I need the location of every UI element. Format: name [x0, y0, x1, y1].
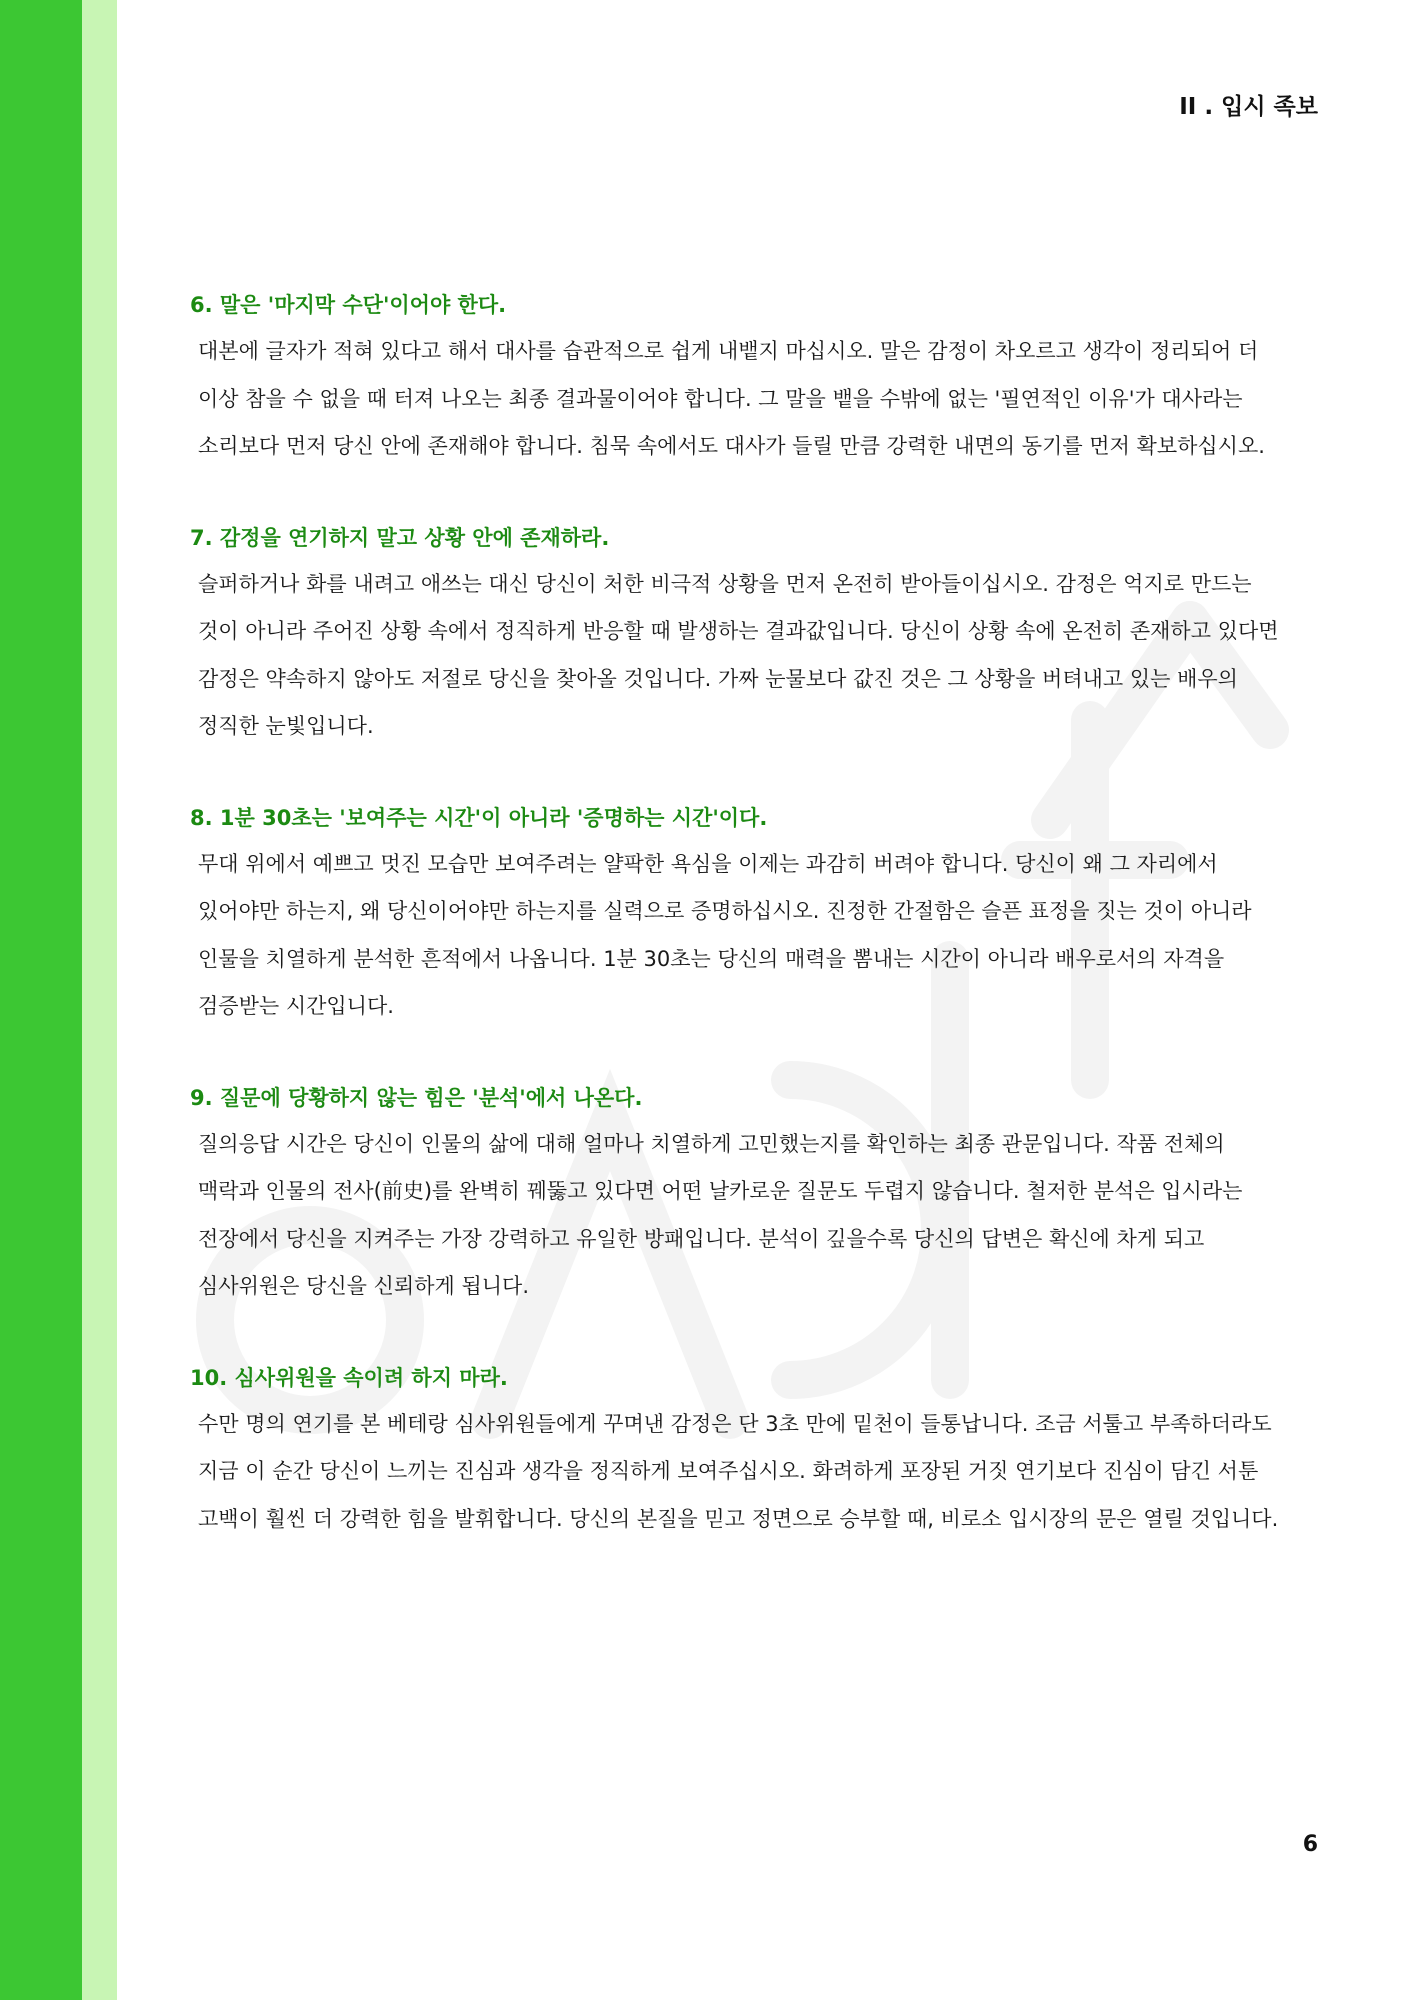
section-body: 무대 위에서 예쁘고 멋진 모습만 보여주려는 얄팍한 욕심을 이제는 과감히 버려야 합니다. 당신이 왜 그 자리에서 있어야만 하는지, 왜 당신이어야만 하는지를 실력으로 증명하십시오. 진정한 간절함은 슬픈 표정을 짓는 것이 아니라 인물을 치열하게 분석한 흔적에서 나옵니다. 1분 30초는 당신의 매력을 뽐내는 시간이 아니라 배우로서의 자격을 검증받는 시간입니다.: [198, 851, 1252, 1018]
page-number: 6: [1302, 1832, 1318, 1857]
section-6: [190, 282, 1280, 471]
section-body: 대본에 글자가 적혀 있다고 해서 대사를 습관적으로 쉽게 내뱉지 마십시오. 말은 감정이 차오르고 생각이 정리되어 더 이상 참을 수 없을 때 터져 나오는 최종 결과물이어야 합니다. 그 말을 뱉을 수밖에 없는 '필연적인 이유'가 대사라는 소리보다 먼저 당신 안에 존재해야 합니다. 침묵 속에서도 대사가 들릴 만큼 강력한 내면의 동기를 먼저 확보하십시오.: [198, 339, 1265, 458]
section-title: 10. 심사위원을 속이려 하지 마라.: [190, 1365, 508, 1390]
section-10: [190, 1355, 1280, 1544]
section-title: 6. 말은 '마지막 수단'이어야 한다.: [190, 293, 507, 317]
section-7: [190, 515, 1280, 751]
section-body: 수만 명의 연기를 본 베테랑 심사위원들에게 꾸며낸 감정은 단 3초 만에 밑천이 들통납니다. 조금 서툴고 부족하더라도 지금 이 순간 당신이 느끼는 진심과 생각을 정직하게 보여주십시오. 화려하게 포장된 거짓 연기보다 진심이 담긴 서툰 고백이 훨씬 더 강력한 힘을 발휘합니다. 당신의 본질을 믿고 정면으로 승부할 때, 비로소 입시장의 문은 열릴 것입니다.: [198, 1411, 1279, 1531]
chapter-header: II . 입시 족보: [1179, 94, 1318, 120]
side-accent-stripe: [82, 0, 117, 2000]
section-9: [190, 1075, 1280, 1311]
content-area: [190, 282, 1280, 1587]
section-title: 7. 감정을 연기하지 말고 상황 안에 존재하라.: [190, 525, 610, 550]
section-title: 9. 질문에 당황하지 않는 힘은 '분석'에서 나온다.: [190, 1085, 643, 1110]
section-body: 슬퍼하거나 화를 내려고 애쓰는 대신 당신이 처한 비극적 상황을 먼저 온전히 받아들이십시오. 감정은 억지로 만드는 것이 아니라 주어진 상황 속에서 정직하게 반응할 때 발생하는 결과값입니다. 당신이 상황 속에 온전히 존재하고 있다면 감정은 약속하지 않아도 저절로 당신을 찾아올 것입니다. 가짜 눈물보다 값진 것은 그 상황을 버텨내고 있는 배우의 정직한 눈빛입니다.: [198, 571, 1279, 738]
section-8: [190, 795, 1280, 1031]
section-body: 질의응답 시간은 당신이 인물의 삶에 대해 얼마나 치열하게 고민했는지를 확인하는 최종 관문입니다. 작품 전체의 맥락과 인물의 전사(前史)를 완벽히 꿰뚫고 있다면 어떤 날카로운 질문도 두렵지 않습니다. 철저한 분석은 입시라는 전장에서 당신을 지켜주는 가장 강력하고 유일한 방패입니다. 분석이 깊을수록 당신의 답변은 확신에 차게 되고 심사위원은 당신을 신뢰하게 됩니다.: [198, 1131, 1243, 1298]
section-title: 8. 1분 30초는 '보여주는 시간'이 아니라 '증명하는 시간'이다.: [190, 805, 768, 830]
side-accent-bar: [0, 0, 82, 2000]
